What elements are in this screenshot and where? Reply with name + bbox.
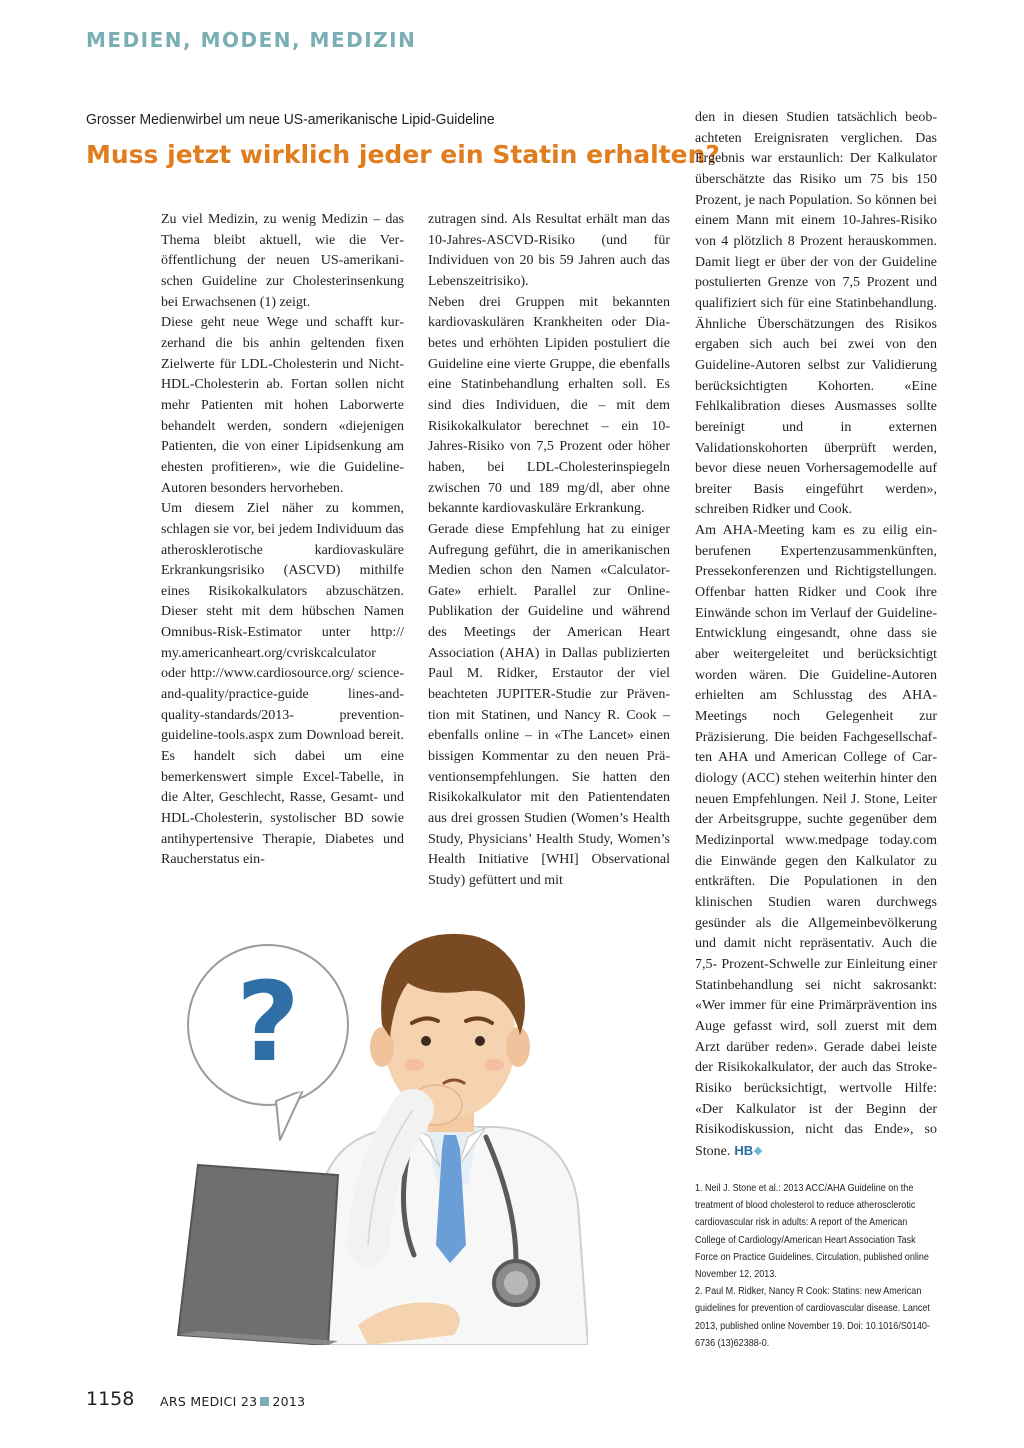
paragraph: zutragen sind. Als Resultat erhält man das 10-Jahres-ASCVD-Risiko (und für Individuen von 20 bis 59 Jahren auch das Lebenszeitrisiko). (428, 212, 670, 289)
question-bubble-icon (188, 945, 348, 1140)
article-headline: Muss jetzt wirklich jeder ein Statin erhalten? (86, 140, 720, 169)
journal-year: 2013 (272, 1394, 306, 1409)
text-column-3 (695, 108, 937, 1162)
page-number: 1158 (86, 1388, 135, 1410)
paragraph: Gerade diese Empfehlung hat zu einiger Aufregung geführt, die in amerikanischen Medien schon den Namen «Calculator-Gate» erhielt. Parallel zur Online-Publikation der Guideline und während des Meetings der American Heart Association (AHA) in Dallas publizierten Paul M. Ridker, Erstautor der viel beachteten JUPITER-Studie zur Prävention mit Statinen, und Nancy R. Cook – ebenfalls online – in «The Lancet» einen bissigen Kommentar zu den neuen Präventionsempfehlungen. Sie hatten den Risikokalkulator mit den Patientendaten aus drei grossen Studien (Women’s Health Study, Physicians’ Health Study, Women’s Health Initiative [WHI] Observational Study) gefüttert und mit (428, 521, 670, 888)
text-column-2 (428, 210, 670, 892)
journal-name: ARS MEDICI 23 (160, 1394, 258, 1409)
article-kicker: Grosser Medienwirbel um neue US-amerikanische Lipid-Guideline (86, 111, 495, 128)
signature-text: HB (734, 1142, 754, 1158)
text-column-1 (161, 210, 404, 871)
author-signature (734, 1143, 763, 1158)
separator-square-icon (260, 1397, 269, 1406)
paragraph (695, 521, 937, 1162)
paragraph: Zu viel Medizin, zu wenig Medizin – das Thema bleibt aktuell, wie die Veröffentlichung der neuen US-amerikanischen Guideline zur Cholesterinsenkung bei Erwachsenen (1) zeigt. (161, 212, 404, 310)
doctor-thinking-illustration (168, 905, 588, 1345)
paragraph: Neben drei Gruppen mit bekannten kardiovaskulären Krankheiten oder Diabetes und erhöhten Lipiden postuliert die Guideline eine vierte Gruppe, die ebenfalls eine Statinbehandlung erhalten soll. Es sind dies Individuen, die – mit dem Risikokalkulator berechnet – ein 10-Jahres-Risiko von 7,5 Prozent oder höher haben, bei LDL-Cholesterinspiegeln zwischen 70 und 189 mg/dl, aber ohne bekannte kardiovaskuläre Erkrankung. (428, 294, 670, 517)
section-header: MEDIEN, MODEN, MEDIZIN (86, 28, 417, 52)
paragraph: Diese geht neue Wege und schafft kurzerhand die bis anhin geltenden fixen Zielwerte für LDL-Cholesterin und Nicht-HDL-Cholesterin ab. Fortan sollen nicht mehr Patienten mit hohen Laborwerte behandelt werden, sondern «diejenigen Patienten, die von einer Lipidsenkung am ehesten profitieren», wie die Guideline-Autoren besonders hervorheben. (161, 315, 404, 496)
footnote: 2. Paul M. Ridker, Nancy R Cook: Statins: new American guidelines for prevention of cardiovascular disease. Lancet 2013, published online November 19. Doi: 10.1016/S0140-6736 (13)62388-0. (695, 1285, 930, 1349)
diamond-icon: ❖ (753, 1145, 764, 1158)
question-mark: ? (236, 958, 300, 1086)
footnotes (695, 1180, 937, 1352)
footnote: 1. Neil J. Stone et al.: 2013 ACC/AHA Guideline on the treatment of blood cholesterol to reduce atherosclerotic cardiovascular risk in adults: A report of the American College of Cardiology/American Heart Association Task Force on Practice Guidelines. Circulation, published online November 12, 2013. (695, 1182, 929, 1281)
journal-footer (160, 1394, 305, 1409)
paragraph: den in diesen Studien tatsächlich beobachteten Ereignisraten verglichen. Das Ergebnis war erstaunlich: Der Kalkulator überschätzte das Risiko um 75 bis 150 Prozent, je nach Population. So können bei einem Mann mit einem 10-Jahres-Risiko von 4 plötzlich 8 Prozent herauskommen. Damit liegt er über der von der Guideline postulierten Grenze von 7,5 Prozent und qualifiziert sich für eine Statinbehandlung. Ähnliche Überschätzungen des Risikos ergaben sich auch bei zwei von den Guideline-Autoren selbst zur Validierung berücksichtigten Kohorten. «Eine Fehlkalibration dieses Ausmasses sollte bereinigt und in externen Validationskohorten überprüft werden, bevor diese neuen Vorhersagemodelle auf breiter Basis eingeführt werden», schreiben Ridker und Cook. (695, 110, 937, 518)
paragraph-text: Am AHA-Meeting kam es zu eilig einberufenen Expertenzusammenkünften, Pressekonferenzen und Richtigstellungen. Offenbar hatten Ridker und Cook ihre Einwände schon im Verlauf der Guideline-Entwicklung eingesandt, ohne dass sie aber weitergeleitet und berücksichtigt worden wären. Die Guideline-Autoren erhielten am Schlusstag des AHA-Meetings noch Gelegenheit zur Präzisierung. Die beiden Fachgesellschaften AHA und American College of Cardiology (ACC) stehen weiterhin hinter den neuen Empfehlungen. Neil J. Stone, Leiter der Arbeitsgruppe, suchte gegenüber dem Medizinportal www.medpage today.com die Einwände gegen den Kalkulator zu entkräften. Die Populationen in den klinischen Studien waren durchwegs gesünder als die Allgemeinbevölkerung und damit nicht repräsentativ. Auch die 7,5- Prozent-Schwelle zur Einleitung einer Statinbehandlung sei nicht sakrosankt: «Wer immer für eine Primärprävention ins Auge gefasst wird, soll zuerst mit dem Arzt darüber reden». Gerade dabei leiste der Risikokalkulator, der auch das Stroke-Risiko berücksichtigt, wertvolle Hilfe: «Der Kalkulator ist der Beginn der Risikodiskussion, nicht das Ende», so Stone. (695, 523, 937, 1159)
paragraph: Um diesem Ziel näher zu kommen, schlagen sie vor, bei jedem Individuum das atherosklerotische kardiovaskuläre Erkrankungsrisiko (ASCVD) mithilfe eines Risikokalkulators abzuschätzen. Dieser steht mit dem hübschen Namen Omnibus-Risk-Estimator unter http:// my.americanheart.org/cvriskcalculator oder http://www.cardiosource.org/ science-and-quality/practice-guide lines-and-quality-standards/2013- prevention-guideline-tools.aspx zum Download bereit. Es handelt sich dabei um eine bemerkenswert simple Excel-Tabelle, in die Alter, Geschlecht, Rasse, Gesamt- und HDL-Cholesterin, systolischer BD sowie antihypertensive Therapie, Diabetes und Raucherstatus ein- (161, 501, 404, 868)
